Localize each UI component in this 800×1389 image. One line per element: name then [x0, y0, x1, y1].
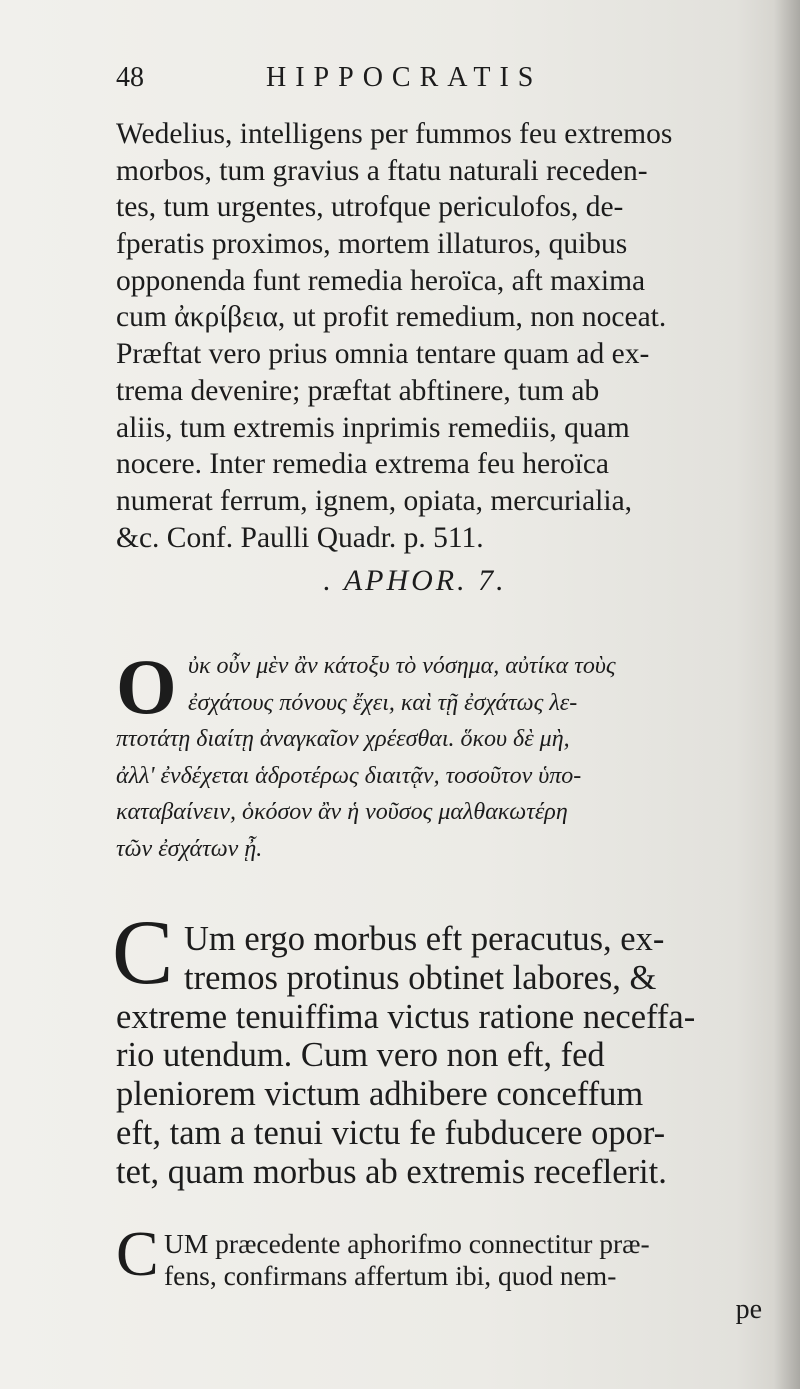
text-line: UM præcedente aphorifmo connectitur præ- [164, 1228, 650, 1259]
text-line: Um ergo morbus eft peracutus, ex- [184, 920, 665, 958]
greek-aphorism-text [116, 643, 764, 867]
commentary-drop-cap: C [116, 1218, 159, 1289]
commentary-bottom [116, 1228, 764, 1292]
greek-drop-cap: O [116, 643, 177, 730]
text-line: &c. Conf. Paulli Quadr. p. 511. [116, 521, 484, 554]
page-edge-shadow [774, 0, 800, 1389]
text-line: rio utendum. Cum vero non eft, fed [116, 1036, 605, 1075]
text-line: ἀλλ' ἐνδέχεται ἁδροτέρως διαιτᾷν, τοσοῦτον ὑπο- [116, 762, 582, 789]
aphorism-heading: . APHOR. 7. [323, 564, 507, 597]
text-line: pleniorem victum adhibere conceffum [116, 1075, 644, 1114]
text-line: ὐκ οὖν μὲν ἂν κάτοξυ τὸ νόσημα, αὐτίκα τοὺς [188, 653, 616, 679]
latin-translation [116, 920, 764, 1192]
text-line: numerat ferrum, ignem, opiata, mercurialia, [116, 484, 633, 517]
text-line: trema devenire; præftat abftinere, tum ab [116, 374, 600, 407]
text-line: Wedelius, intelligens per fummos feu extremos [116, 118, 673, 150]
text-line: cum ἀκρίβεια, ut profit remedium, non noceat. [116, 301, 667, 334]
text-line: τῶν ἐσχάτων ᾖ. [116, 835, 263, 862]
latin-drop-cap: C [112, 901, 174, 1003]
text-line: opponenda funt remedia heroïca, aft maxima [116, 264, 646, 297]
text-line: tes, tum urgentes, utrofque periculofos, de- [116, 191, 624, 224]
text-line: eft, tam a tenui victu fe fubducere opor- [116, 1113, 666, 1152]
running-title: HIPPOCRATIS [266, 62, 543, 93]
commentary-top [116, 116, 764, 556]
text-line: aliis, tum extremis inprimis remediis, quam [116, 411, 630, 444]
text-line: nocere. Inter remedia extrema feu heroïca [116, 448, 610, 481]
text-line: tremos protinus obtinet labores, & [184, 958, 657, 997]
text-line: fens, confirmans affertum ibi, quod nem- [164, 1260, 617, 1291]
catchword: pe [735, 1294, 762, 1325]
page-header [116, 62, 760, 106]
text-line: πτοτάτῃ διαίτῃ ἀναγκαῖον χρέεσθαι. ὅκου δὲ μὴ, [116, 726, 570, 752]
text-line: tet, quam morbus ab extremis receflerit. [116, 1152, 667, 1191]
text-line: ἐσχάτους πόνους ἔχει, καὶ τῇ ἐσχάτως λε- [188, 689, 578, 716]
text-line: morbos, tum gravius a ftatu naturali receden- [116, 154, 648, 187]
text-line: extreme tenuiffima victus ratione neceffa- [116, 997, 696, 1036]
text-line: καταβαίνειν, ὁκόσον ἂν ἡ νοῦσος μαλθακωτέρη [116, 799, 568, 825]
text-line: Præftat vero prius omnia tentare quam ad ex- [116, 338, 650, 371]
page-number: 48 [116, 62, 144, 93]
text-line: fperatis proximos, mortem illaturos, quibus [116, 228, 628, 261]
